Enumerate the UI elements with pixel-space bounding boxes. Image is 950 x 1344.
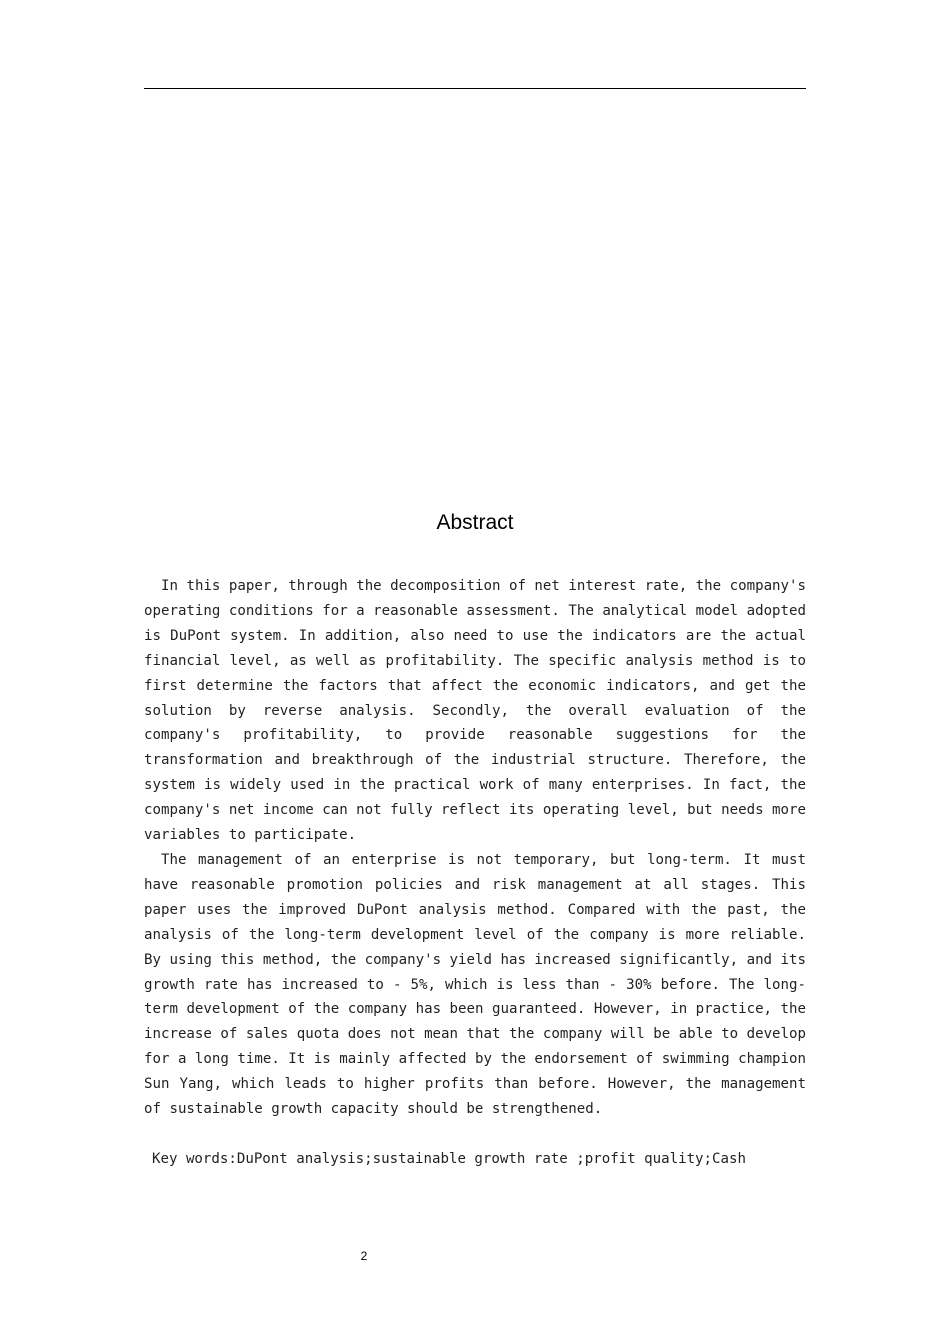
header-rule — [144, 88, 806, 89]
keywords-line: Key words:DuPont analysis;sustainable growth rate ;profit quality;Cash — [152, 1151, 746, 1167]
abstract-paragraph-2: The management of an enterprise is not temporary, but long-term. It must have reasonable promotion policies and risk management at all stages. This paper uses the improved DuPont analysis method. Compared with the past, the analysis of the long-term development level of the company is more reliable. By using this method, the company's yield has increased significantly, and its growth rate has increased to - 5%, which is less than - 30% before. The long-term development of the company has been guaranteed. However, in practice, the increase of sales quota does not mean that the company will be able to develop for a long time. It is mainly affected by the endorsement of swimming champion Sun Yang, which leads to higher profits than before. However, the management of sustainable growth capacity should be strengthened. — [144, 851, 806, 1118]
page-number: 2 — [360, 1249, 368, 1263]
page-title: Abstract — [436, 511, 514, 534]
abstract-paragraph-1: In this paper, through the decomposition of net interest rate, the company's operating conditions for a reasonable assessment. The analytical model adopted is DuPont system. In addition, also need to use the indicators are the actual financial level, as well as profitability. The specific analysis method is to first determine the factors that affect the economic indicators, and get the solution by reverse analysis. Secondly, the overall evaluation of the company's profitability, to provide reasonable suggestions for the transformation and breakthrough of the industrial structure. Therefore, the system is widely used in the practical work of many enterprises. In fact, the company's net income can not fully reflect its operating level, but needs more variables to participate. — [144, 578, 806, 844]
abstract-body — [144, 574, 806, 1122]
